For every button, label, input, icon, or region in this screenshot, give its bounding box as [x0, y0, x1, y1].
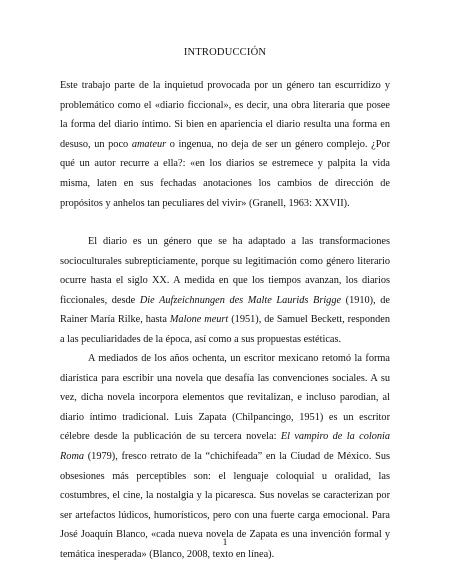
paragraph-2-text-2: (1910), de Rainer María Rilke, hasta: [60, 294, 390, 326]
paragraph-2-italic-rilke-title: Die Aufzeichnungen des Malte Laurids Brigge: [139, 294, 342, 306]
paragraph-2-text-3: (1951), de Samuel Beckett, responden a las peculiaridades de la época, así como a sus propuestas estéticas.: [60, 314, 390, 345]
paragraph-1: [60, 76, 390, 213]
paragraph-2-text-1: El diario es un género que se ha adaptado a las transformaciones socioculturales subrepticiamente, porque su legitimación como género literario ocurre hasta el siglo XX. A medida en que los tiempos avanzan, los diarios ficcionales, desde: [60, 236, 390, 306]
paragraph-3: [60, 349, 390, 565]
page-title: INTRODUCCIÓN: [183, 47, 267, 58]
paragraph-1-text-1: Este trabajo parte de la inquietud provocada por un género tan escurridizo y problemático como el «diario ficcional», es decir, una obra literaria que posee la forma del diario íntimo. Si bien en apariencia el diario resulta una forma en desuso, un poco: [60, 80, 390, 150]
paragraph-1-italic-amateur: amateur: [131, 138, 167, 150]
paragraph-2: [60, 232, 390, 350]
paragraph-2-italic-beckett-title: Malone meurt: [169, 314, 229, 326]
paragraph-1-text-2: o ingenua, no deja de ser un género complejo. ¿Por qué un autor recurre a ella?: «en los diarios se estremece y palpita la vida misma, laten en sus fechadas anotaciones los cambios de dirección de propósitos y anhelos tan peculiares del vivir» (Granell, 1963: XXVII).: [60, 138, 391, 209]
paragraph-3-text-2: (1979), fresco retrato de la “chichifeada” en la Ciudad de México. Sus obsesiones más perceptibles son: el lenguaje coloquial u oralidad, las costumbres, el cine, la nostalgia y la picaresca. Sus novelas se caracterizan por ser artefactos lúdicos, humorísticos, pero con una fuerte carga emocional. Para José Joaquín Blanco, «cada nueva novela de Zapata es una invención formal y temática inesperada» (Blanco, 2008, texto en línea).: [60, 450, 390, 560]
paragraph-3-text-1: A mediados de los años ochenta, un escritor mexicano retomó la forma diarística para escribir una novela que desafía las convenciones sociales. A su vez, dicha novela incorpora elementos que revitalizan, e incluso parodian, al diario íntimo tradicional. Luis Zapata (Chilpancingo, 1951) es un escritor célebre desde la publicación de su tercera novela:: [60, 353, 390, 443]
paragraph-3-italic-novel-title: El vampiro de la colonia Roma: [60, 431, 391, 462]
page-number: 1: [222, 538, 228, 548]
